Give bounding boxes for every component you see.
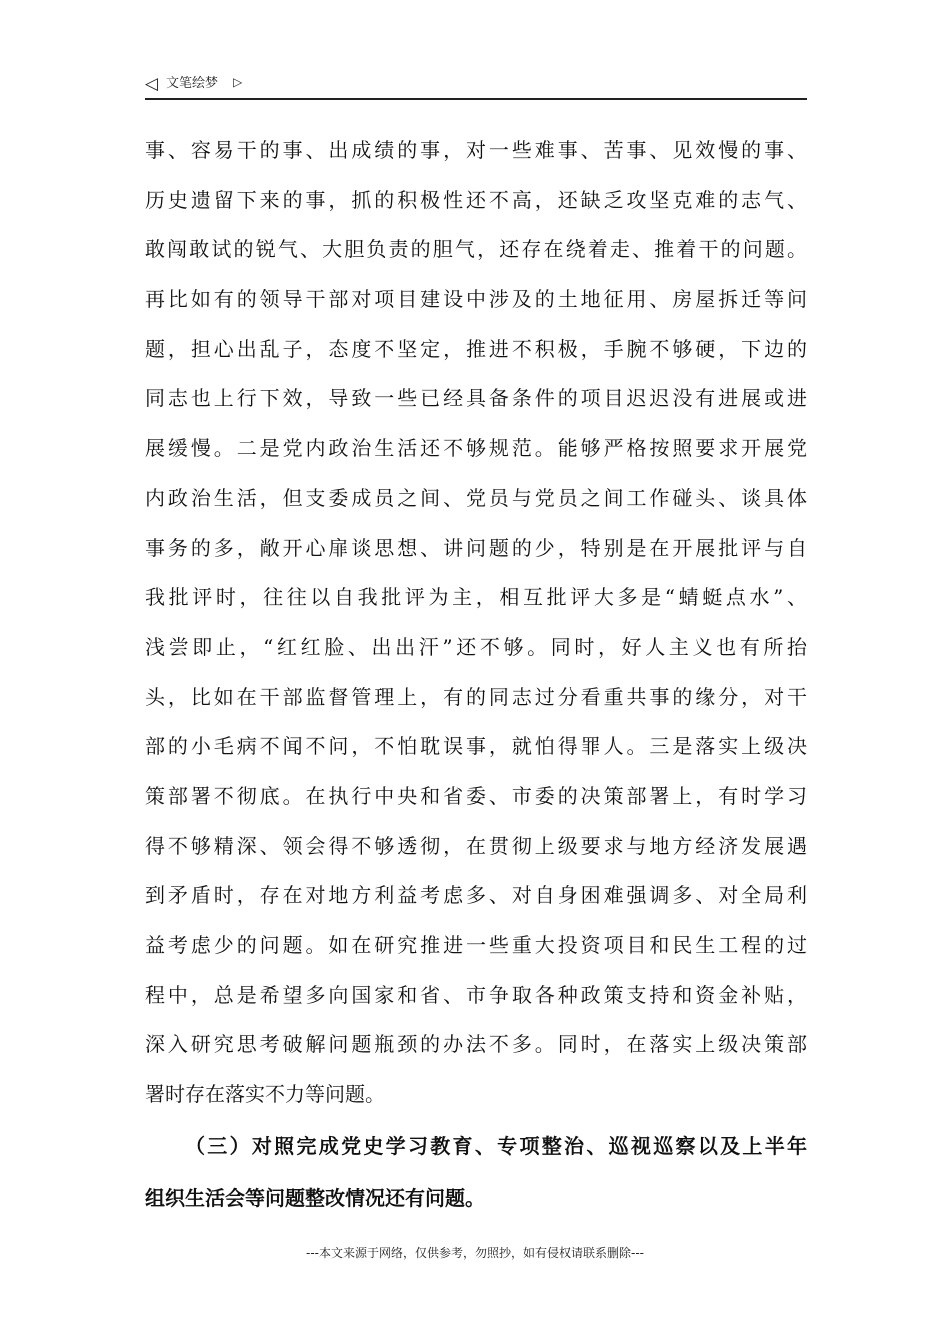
body-line: 策部署不彻底。在执行中央和省委、市委的决策部署上，有时学习 — [145, 783, 807, 808]
section-heading — [145, 1120, 807, 1224]
page-header — [145, 72, 807, 100]
header-title: 文笔绘梦 — [166, 76, 219, 91]
footer-disclaimer: ---本文来源于网络，仅供参考，勿照抄，如有侵权请联系删除--- — [306, 1246, 644, 1260]
body-line: 到矛盾时，存在对地方利益考虑多、对自身困难强调多、对全局利 — [145, 883, 807, 908]
body-line: 展缓慢。二是党内政治生活还不够规范。能够严格按照要求开展党 — [145, 436, 807, 461]
body-line: 我批评时，往往以自我批评为主，相互批评大多是“蜻蜓点水”、 — [145, 585, 807, 610]
body-line: 程中，总是希望多向国家和省、市争取各种政策支持和资金补贴， — [145, 982, 807, 1007]
body-line: 事、容易干的事、出成绩的事，对一些难事、苦事、见效慢的事、 — [145, 138, 807, 162]
body-line: 头，比如在干部监督管理上，有的同志过分看重共事的缘分，对干 — [145, 684, 807, 709]
body-line: 内政治生活，但支委成员之间、党员与党员之间工作碰头、谈具体 — [145, 485, 807, 510]
body-line: 同志也上行下效，导致一些已经具备条件的项目迟迟没有进展或进 — [145, 386, 807, 411]
body-line: 部的小毛病不闻不问，不怕耽误事，就怕得罪人。三是落实上级决 — [145, 734, 807, 759]
heading-line: （三）对照完成党史学习教育、专项整治、巡视巡察以及上半年 — [185, 1134, 807, 1158]
heading-line: 组织生活会等问题整改情况还有问题。 — [145, 1186, 485, 1210]
body-line: 题，担心出乱子，态度不坚定，推进不积极，手腕不够硬，下边的 — [145, 336, 807, 361]
left-triangle-icon: ◁ — [145, 74, 159, 94]
body-line: 署时存在落实不力等问题。 — [145, 1082, 385, 1107]
body-line: 深入研究思考破解问题瓶颈的办法不多。同时，在落实上级决策部 — [145, 1032, 807, 1057]
body-line: 再比如有的领导干部对项目建设中涉及的土地征用、房屋拆迁等问 — [145, 287, 807, 312]
body-line: 得不够精深、领会得不够透彻，在贯彻上级要求与地方经济发展遇 — [145, 833, 807, 858]
body-line: 历史遗留下来的事，抓的积极性还不高，还缺乏攻坚克难的志气、 — [145, 187, 807, 212]
body-line: 事务的多，敞开心扉谈思想、讲问题的少，特别是在开展批评与自 — [145, 535, 807, 560]
body-paragraph — [145, 126, 807, 1120]
body-line: 敢闯敢试的锐气、大胆负责的胆气，还存在绕着走、推着干的问题。 — [145, 237, 807, 262]
right-triangle-icon: ▷ — [233, 75, 243, 89]
body-line: 益考虑少的问题。如在研究推进一些重大投资项目和民生工程的过 — [145, 933, 807, 957]
body-line: 浅尝即止，“红红脸、出出汗”还不够。同时，好人主义也有所抬 — [145, 634, 807, 659]
